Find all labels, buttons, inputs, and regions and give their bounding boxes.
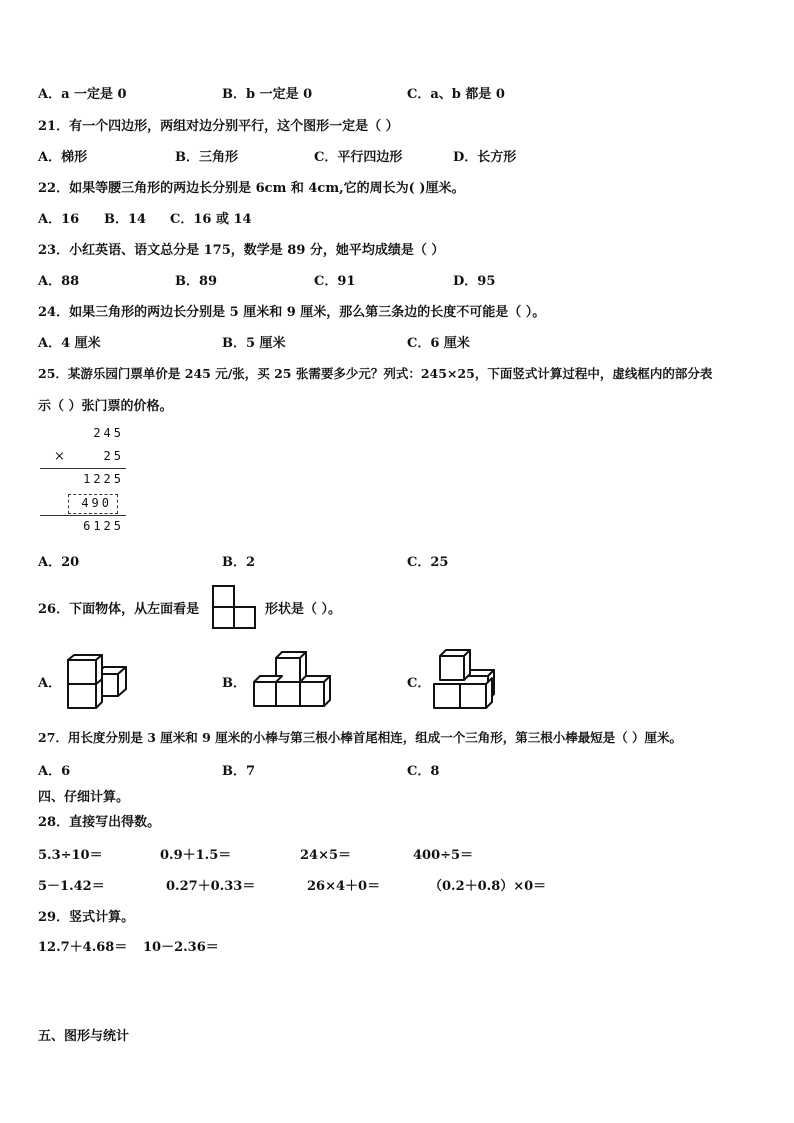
cube-stack-b-icon xyxy=(250,648,336,710)
q26-question-after: 形状是（ ）。 xyxy=(265,602,342,617)
q26-option-a: A． xyxy=(38,676,62,691)
q21-option-c: C．平行四边形 xyxy=(314,150,403,165)
vertical-multiplication xyxy=(40,424,130,536)
q23-option-b: B．89 xyxy=(175,274,218,289)
vertical-rule-1 xyxy=(40,468,126,469)
q28-item-2: 0.9＋1.5＝ xyxy=(160,848,232,863)
cube-stack-c-icon xyxy=(430,646,500,712)
q25-option-c: C．25 xyxy=(407,555,449,570)
q22-question: 22．如果等腰三角形的两边长分别是 6cm 和 4cm,它的周长为( )厘米。 xyxy=(38,181,465,196)
q24-question: 24．如果三角形的两边长分别是 5 厘米和 9 厘米，那么第三条边的长度不可能是（ ）。 xyxy=(38,305,546,320)
q25-option-a: A．20 xyxy=(38,555,80,570)
q22-option-b: B．14 xyxy=(104,212,147,227)
q23-option-c: C．91 xyxy=(314,274,356,289)
q28-item-1: 5.3÷10＝ xyxy=(38,848,103,863)
q24-option-c: C．6 厘米 xyxy=(407,336,470,351)
q20-option-b: B．b 一定是 0 xyxy=(222,87,313,102)
vertical-partial-1: 1225 xyxy=(83,472,124,486)
left-view-shape-icon xyxy=(211,584,257,630)
q21-option-d: D．长方形 xyxy=(453,150,517,165)
q22-option-c: C．16 或 14 xyxy=(170,212,252,227)
q21-question: 21．有一个四边形，两组对边分别平行，这个图形一定是（ ） xyxy=(38,119,399,134)
q22-option-a: A．16 xyxy=(38,212,80,227)
q28-item-5: 5－1.42＝ xyxy=(38,879,105,894)
vertical-partial-2: 490 xyxy=(81,496,112,510)
section-4-heading: 四、仔细计算。 xyxy=(38,790,130,805)
vertical-rule-2 xyxy=(40,515,126,516)
vertical-operator: × xyxy=(54,449,65,464)
q24-option-b: B．5 厘米 xyxy=(222,336,286,351)
q25-question-line2: 示（ ）张门票的价格。 xyxy=(38,399,173,414)
cube-stack-a-icon xyxy=(60,652,132,710)
q23-question: 23．小红英语、语文总分是 175，数学是 89 分，她平均成绩是（ ） xyxy=(38,243,445,258)
q29-item-1: 12.7＋4.68＝ xyxy=(38,940,128,955)
q23-option-d: D．95 xyxy=(453,274,496,289)
q25-option-b: B．2 xyxy=(222,555,256,570)
section-5-heading: 五、图形与统计 xyxy=(38,1029,130,1044)
q25-question-line1: 25．某游乐园门票单价是 245 元/张，买 25 张需要多少元？列式：245×25，下面竖式计算过程中，虚线框内的部分表 xyxy=(38,366,713,381)
q21-option-a: A．梯形 xyxy=(38,150,88,165)
q20-option-a: A．a 一定是 0 xyxy=(38,87,127,102)
q29-item-2: 10－2.36＝ xyxy=(143,940,219,955)
q28-item-3: 24×5＝ xyxy=(300,848,352,863)
q27-option-b: B．7 xyxy=(222,764,256,779)
q20-option-c: C．a、b 都是 0 xyxy=(407,87,505,102)
vertical-multiplier: 25 xyxy=(103,449,124,463)
q28-item-6: 0.27＋0.33＝ xyxy=(166,879,256,894)
q21-option-b: B．三角形 xyxy=(175,150,238,165)
q28-item-8: （0.2＋0.8）×0＝ xyxy=(429,879,547,894)
vertical-result: 6125 xyxy=(83,519,124,533)
q28-item-4: 400÷5＝ xyxy=(413,848,474,863)
q26-question-before: 26．下面物体，从左面看是 xyxy=(38,602,200,617)
q27-option-c: C．8 xyxy=(407,764,440,779)
q28-item-7: 26×4＋0＝ xyxy=(307,879,381,894)
q26-option-c: C． xyxy=(407,676,431,691)
q29-title: 29．竖式计算。 xyxy=(38,910,135,925)
q27-question: 27．用长度分别是 3 厘米和 9 厘米的小棒与第三根小棒首尾相连，组成一个三角形，第三根小棒最短是（ ）厘米。 xyxy=(38,730,683,745)
q26-option-b: B． xyxy=(222,676,246,691)
q27-option-a: A．6 xyxy=(38,764,71,779)
q23-option-a: A．88 xyxy=(38,274,80,289)
q28-title: 28．直接写出得数。 xyxy=(38,815,161,830)
q24-option-a: A．4 厘米 xyxy=(38,336,101,351)
vertical-multiplicand: 245 xyxy=(93,426,124,440)
